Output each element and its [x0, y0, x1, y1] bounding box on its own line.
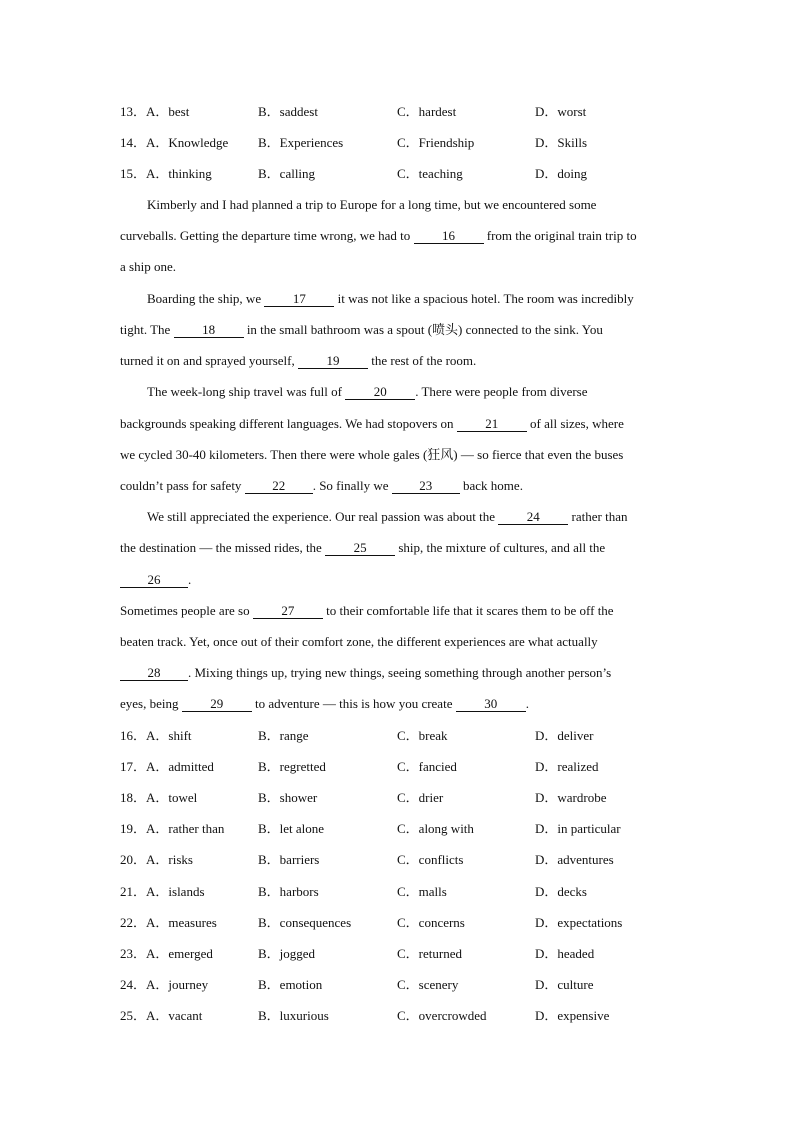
q15-option-a: 15．A．thinking — [120, 166, 212, 181]
passage-p4-line3: 26 . — [120, 571, 680, 589]
q25-option-d: D．expensive — [535, 1008, 610, 1023]
blank-28: 28 — [120, 666, 188, 681]
q22-option-d: D．expectations — [535, 915, 623, 930]
q23-option-c: C．returned — [397, 946, 462, 961]
passage-p5-line3: 28 . Mixing things up, trying new things, seeing something through another person’s — [120, 664, 680, 682]
blank-16: 16 — [414, 229, 484, 244]
q20-option-b: B．barriers — [258, 852, 320, 867]
question-14-options — [120, 134, 680, 152]
passage-p4-line1: We still appreciated the experience. Our real passion was about the 24 rather than — [147, 509, 628, 524]
blank-20: 20 — [345, 385, 415, 400]
q18-option-d: D．wardrobe — [535, 790, 607, 805]
q22-option-a: 22．A．measures — [120, 915, 217, 930]
passage-p5-line4: eyes, being 29 to adventure — this is how you create 30 . — [120, 696, 529, 711]
passage-p5-line1: Sometimes people are so 27 to their comfortable life that it scares them to be off the — [120, 603, 614, 618]
q13-option-c: C．hardest — [397, 104, 457, 119]
q20-option-a: 20．A．risks — [120, 852, 193, 867]
question-20-options — [120, 851, 680, 869]
question-19-options — [120, 820, 680, 838]
q17-option-b: B．regretted — [258, 759, 326, 774]
question-21-options — [120, 883, 680, 901]
q16-option-b: B．range — [258, 728, 309, 743]
q13-option-a: 13．A．best — [120, 104, 190, 119]
q16-option-d: D．deliver — [535, 728, 594, 743]
q25-option-b: B．luxurious — [258, 1008, 329, 1023]
blank-24: 24 — [498, 510, 568, 525]
q25-option-a: 25．A．vacant — [120, 1008, 203, 1023]
passage-p1-line2: curveballs. Getting the departure time wrong, we had to 16 from the original train trip to — [120, 228, 637, 243]
blank-17: 17 — [264, 292, 334, 307]
q18-option-c: C．drier — [397, 790, 444, 805]
passage-p2-line1: Boarding the ship, we 17 it was not like a spacious hotel. The room was incredibly — [147, 291, 634, 306]
q17-option-a: 17．A．admitted — [120, 759, 214, 774]
blank-18: 18 — [174, 323, 244, 338]
q19-option-a: 19．A．rather than — [120, 821, 225, 836]
passage-p2-line2: tight. The 18 in the small bathroom was a spout (喷头) connected to the sink. You — [120, 322, 603, 337]
q25-option-c: C．overcrowded — [397, 1008, 487, 1023]
q15-option-c: C．teaching — [397, 166, 463, 181]
q23-option-d: D．headed — [535, 946, 595, 961]
q16-option-c: C．break — [397, 728, 448, 743]
q24-option-a: 24．A．journey — [120, 977, 209, 992]
passage-p3-line3: we cycled 30-40 kilometers. Then there were whole gales (狂风) — so fierce that even the buses — [120, 447, 624, 462]
q15-option-d: D．doing — [535, 166, 588, 181]
q18-option-a: 18．A．towel — [120, 790, 198, 805]
q19-option-b: B．let alone — [258, 821, 325, 836]
blank-25: 25 — [325, 541, 395, 556]
q21-option-a: 21．A．islands — [120, 884, 205, 899]
passage-p3-line2: backgrounds speaking different languages. We had stopovers on 21 of all sizes, where — [120, 416, 624, 431]
blank-22: 22 — [245, 479, 313, 494]
q23-option-a: 23．A．emerged — [120, 946, 213, 961]
q22-option-c: C．concerns — [397, 915, 465, 930]
q17-option-c: C．fancied — [397, 759, 457, 774]
q22-option-b: B．consequences — [258, 915, 352, 930]
question-17-options — [120, 758, 680, 776]
passage-p2-line3: turned it on and sprayed yourself, 19 the rest of the room. — [120, 353, 477, 368]
blank-21: 21 — [457, 417, 527, 432]
question-22-options — [120, 914, 680, 932]
q24-option-b: B．emotion — [258, 977, 323, 992]
q19-option-d: D．in particular — [535, 821, 621, 836]
question-25-options — [120, 1007, 680, 1025]
blank-23: 23 — [392, 479, 460, 494]
blank-27: 27 — [253, 604, 323, 619]
q20-option-d: D．adventures — [535, 852, 614, 867]
passage-p1-line1: Kimberly and I had planned a trip to Europe for a long time, but we encountered some — [147, 197, 597, 212]
q14-option-a: 14．A．Knowledge — [120, 135, 229, 150]
q13-option-b: B．saddest — [258, 104, 318, 119]
q20-option-c: C．conflicts — [397, 852, 464, 867]
blank-29: 29 — [182, 697, 252, 712]
q14-option-d: D．Skills — [535, 135, 588, 150]
q21-option-b: B．harbors — [258, 884, 319, 899]
question-13-options — [120, 103, 680, 121]
blank-19: 19 — [298, 354, 368, 369]
q18-option-b: B．shower — [258, 790, 318, 805]
q13-option-d: D．worst — [535, 104, 587, 119]
blank-26: 26 — [120, 573, 188, 588]
question-18-options — [120, 789, 680, 807]
question-15-options — [120, 165, 680, 183]
q14-option-b: B．Experiences — [258, 135, 344, 150]
question-16-options — [120, 727, 680, 745]
passage-p3-line1: The week-long ship travel was full of 20 . There were people from diverse — [147, 384, 588, 399]
q19-option-c: C．along with — [397, 821, 474, 836]
passage-p1-line3: a ship one. — [120, 259, 176, 274]
q17-option-d: D．realized — [535, 759, 599, 774]
passage-p5-line2: beaten track. Yet, once out of their comfort zone, the different experiences are what actually — [120, 634, 598, 649]
question-23-options — [120, 945, 680, 963]
q24-option-c: C．scenery — [397, 977, 459, 992]
q16-option-a: 16．A．shift — [120, 728, 192, 743]
blank-30: 30 — [456, 697, 526, 712]
question-24-options — [120, 976, 680, 994]
q15-option-b: B．calling — [258, 166, 316, 181]
q23-option-b: B．jogged — [258, 946, 316, 961]
passage-p3-line4: couldn’t pass for safety 22 . So finally we 23 back home. — [120, 478, 523, 493]
q21-option-d: D．decks — [535, 884, 587, 899]
q14-option-c: C．Friendship — [397, 135, 475, 150]
q21-option-c: C．malls — [397, 884, 447, 899]
q24-option-d: D．culture — [535, 977, 594, 992]
passage-p4-line2: the destination — the missed rides, the 25 ship, the mixture of cultures, and all the — [120, 540, 606, 555]
